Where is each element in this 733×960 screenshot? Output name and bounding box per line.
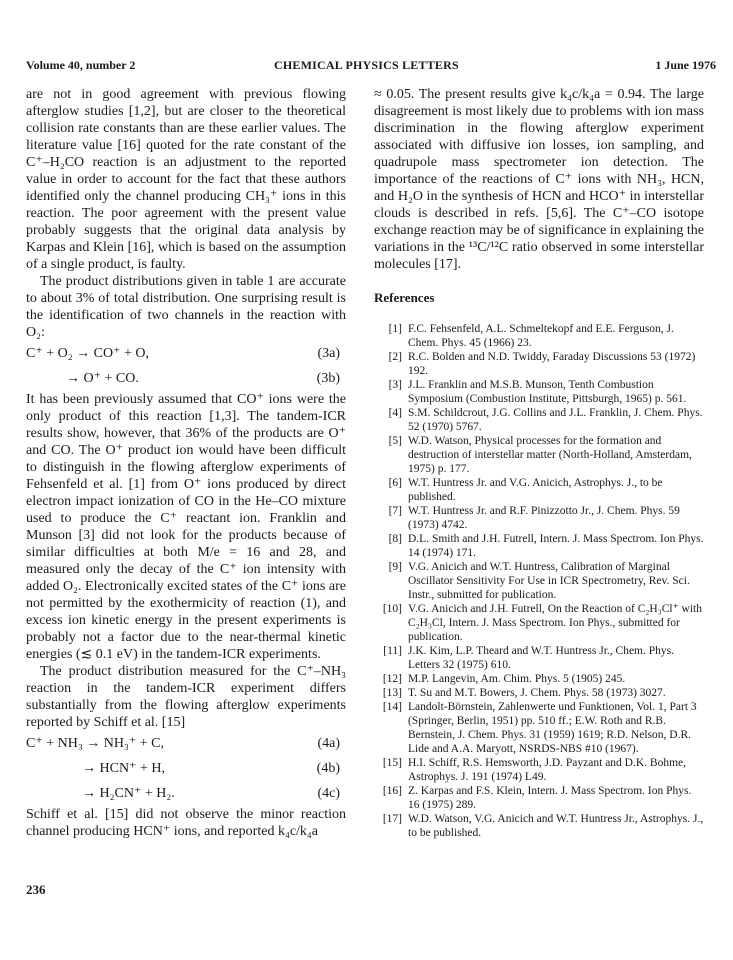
reference-item: [374, 812, 704, 840]
equation-number: (4b): [316, 761, 340, 776]
running-header: [26, 58, 716, 78]
reference-text: J.K. Kim, L.P. Theard and W.T. Huntress Jr., Chem. Phys. Letters 32 (1975) 610.: [408, 645, 674, 671]
reference-text: Z. Karpas and F.S. Klein, Intern. J. Mass Spectrom. Ion Phys. 16 (1975) 289.: [408, 785, 692, 811]
reference-number: [11]: [383, 645, 402, 657]
reference-number: [1]: [388, 323, 402, 335]
reference-number: [4]: [388, 407, 402, 419]
reference-number: [2]: [388, 351, 402, 363]
reference-item: [374, 644, 704, 672]
paragraph: ≈ 0.05. The present results give k₄c/k₄a = 0.94. The large disagreement is most likely due to problems with ion mass discrimination in the flowing afterglow experiment associated with diffusive ion losses, ion sampling, and quadrupole mass spectrometer ion detection. The importance of the reactions of C⁺ ions with NH₃, HCN, and H₂O in the synthesis of HCN and HCO⁺ in interstellar clouds is described in refs. [5,6]. The C⁺–CO isotope exchange reaction may be of significance in explaining the variations in the ¹³C/¹²C ratio observed in some interstellar molecules [17].: [374, 87, 704, 272]
reference-text: Landolt-Börnstein, Zahlenwerte und Funktionen, Vol. 1, Part 3 (Springer, Berlin, 1951) pp. 510 ff.; E.W. Roth and R.B. Bernstein, J. Chem. Phys. 31 (1959) 1619; R.D. Nelson, D.R. Lide and A.A. Maryott, NSRDS-NBS #10 (1967).: [408, 701, 697, 755]
left-column: [26, 86, 346, 840]
reference-text: V.G. Anicich and J.H. Futrell, On the Reaction of C₂H₃Cl⁺ with C₂H₃Cl, Intern. J. Mass Spectrom. Ion Phys., submitted for publication.: [408, 603, 703, 643]
reference-number: [15]: [382, 757, 402, 769]
equation-expression: → HCN⁺ + H,: [82, 761, 165, 776]
reference-number: [14]: [382, 701, 402, 713]
equation-expression: → O⁺ + CO.: [66, 371, 139, 386]
reference-item: [374, 476, 704, 504]
reference-text: J.L. Franklin and M.S.B. Munson, Tenth Combustion Symposium (Combustion Institute, Pittsburgh, 1965) p. 561.: [408, 379, 687, 405]
reference-number: [6]: [388, 477, 402, 489]
equation-number: (3a): [317, 346, 340, 361]
reference-item: [374, 406, 704, 434]
reference-item: [374, 560, 704, 602]
equation-4b: [26, 756, 346, 781]
paragraph: are not in good agreement with previous flowing afterglow studies [1,2], but are closer to the theoretical collision rate constants than are these earlier values. The literature value [16] quoted for the rate constant of the C⁺–H₂CO reaction is an adjustment to the reported value in order to account for the fact that these authors identified only the channel producing CH₃⁺ ions in this reaction. The poor agreement with the present value probably suggests that the original data analysis by Karpas and Klein [16], which is based on the assumption of a single product, is faulty.: [26, 87, 346, 272]
reference-number: [12]: [382, 673, 402, 685]
reference-text: W.D. Watson, Physical processes for the formation and destruction of interstellar matter (North-Holland, Amsterdam, 1975) p. 177.: [408, 435, 692, 475]
right-column: [374, 86, 704, 840]
issue-date: 1 June 1976: [655, 58, 716, 72]
reference-item: [374, 378, 704, 406]
equation-4a: [26, 731, 346, 756]
reference-text: S.M. Schildcrout, J.G. Collins and J.L. Franklin, J. Chem. Phys. 52 (1970) 5767.: [408, 407, 703, 433]
paragraph: The product distributions given in table 1 are accurate to about 3% of total distribution. One surprising result is the identification of two channels in the reaction with O₂:: [26, 274, 346, 340]
reference-item: [374, 756, 704, 784]
equation-3b: [26, 366, 346, 391]
reference-number: [7]: [388, 505, 402, 517]
equation-expression: → H₂CN⁺ + H₂.: [82, 786, 175, 801]
equation-expression: C⁺ + O₂ → CO⁺ + O,: [26, 346, 149, 361]
reference-text: D.L. Smith and J.H. Futrell, Intern. J. Mass Spectrom. Ion Phys. 14 (1974) 171.: [408, 533, 704, 559]
reference-text: R.C. Bolden and N.D. Twiddy, Faraday Discussions 53 (1972) 192.: [408, 351, 696, 377]
equation-number: (4c): [317, 786, 340, 801]
reference-text: F.C. Fehsenfeld, A.L. Schmeltekopf and E.E. Ferguson, J. Chem. Phys. 45 (1966) 23.: [408, 323, 674, 349]
equation-3a: [26, 341, 346, 366]
reference-number: [5]: [388, 435, 402, 447]
reference-item: [374, 322, 704, 350]
reference-text: H.I. Schiff, R.S. Hemsworth, J.D. Payzant and D.K. Bohme, Astrophys. J. 191 (1974) L49.: [408, 757, 686, 783]
paragraph: It has been previously assumed that CO⁺ ions were the only product of this reaction [1,3]. The tandem-ICR results show, however, that 36% of the products are O⁺ and CO. The O⁺ product ion would have been difficult to distinguish in the flowing afterglow experiments of Fehsenfeld et al. [1] from O⁺ ions produced by direct electron impact ionization of CO in the He–CO mixture used to produce the C⁺ reactant ion. Franklin and Munson [3] did not look for the products because of similar difficulties at both M/e = 16 and 28, and measured only the decay of the C⁺ ion intensity with added O₂. Electronically excited states of the C⁺ ions are not permitted by the exothermicity of reaction (1), and excess ion kinetic energy in the present experiments is probably not a factor due to the near-thermal kinetic energies (≲ 0.1 eV) in the tandem-ICR experiments.: [26, 392, 346, 662]
reference-number: [13]: [382, 687, 402, 699]
reference-number: [8]: [388, 533, 402, 545]
reference-text: W.T. Huntress Jr. and R.F. Pinizzotto Jr., J. Chem. Phys. 59 (1973) 4742.: [408, 505, 680, 531]
reference-item: [374, 350, 704, 378]
reference-number: [17]: [382, 813, 402, 825]
reference-number: [16]: [382, 785, 402, 797]
reference-text: W.D. Watson, V.G. Anicich and W.T. Huntress Jr., Astrophys. J., to be published.: [408, 813, 704, 839]
paragraph: Schiff et al. [15] did not observe the minor reaction channel producing HCN⁺ ions, and reported k₄c/k₄a: [26, 807, 346, 839]
equation-expression: C⁺ + NH₃ → NH₃⁺ + C,: [26, 736, 164, 751]
reference-item: [374, 672, 704, 686]
reference-item: [374, 784, 704, 812]
reference-item: [374, 504, 704, 532]
reference-text: W.T. Huntress Jr. and V.G. Anicich, Astrophys. J., to be published.: [408, 477, 663, 503]
reference-text: M.P. Langevin, Am. Chim. Phys. 5 (1905) 245.: [408, 673, 626, 685]
references-heading: References: [374, 290, 435, 305]
equation-4c: [26, 781, 346, 806]
reference-item: [374, 686, 704, 700]
reference-number: [3]: [388, 379, 402, 391]
reference-item: [374, 434, 704, 476]
page-number: 236: [26, 882, 46, 897]
volume-label: Volume 40, number 2: [26, 58, 136, 72]
reference-list: [374, 322, 704, 840]
reference-number: [9]: [388, 561, 402, 573]
paragraph: The product distribution measured for the C⁺–NH₃ reaction in the tandem-ICR experiment differs substantially from the flowing afterglow experiments reported by Schiff et al. [15]: [26, 664, 346, 730]
reference-item: [374, 700, 704, 756]
equation-number: (4a): [317, 736, 340, 751]
reference-text: T. Su and M.T. Bowers, J. Chem. Phys. 58 (1973) 3027.: [408, 687, 666, 699]
reference-item: [374, 602, 704, 644]
reference-number: [10]: [382, 603, 402, 615]
equation-number: (3b): [316, 371, 340, 386]
reference-item: [374, 532, 704, 560]
journal-title: CHEMICAL PHYSICS LETTERS: [274, 58, 459, 72]
reference-text: V.G. Anicich and W.T. Huntress, Calibration of Marginal Oscillator Sensitivity For Use in ICR Spectrometry, Rev. Sci. Instr., submitted for publication.: [408, 561, 690, 601]
